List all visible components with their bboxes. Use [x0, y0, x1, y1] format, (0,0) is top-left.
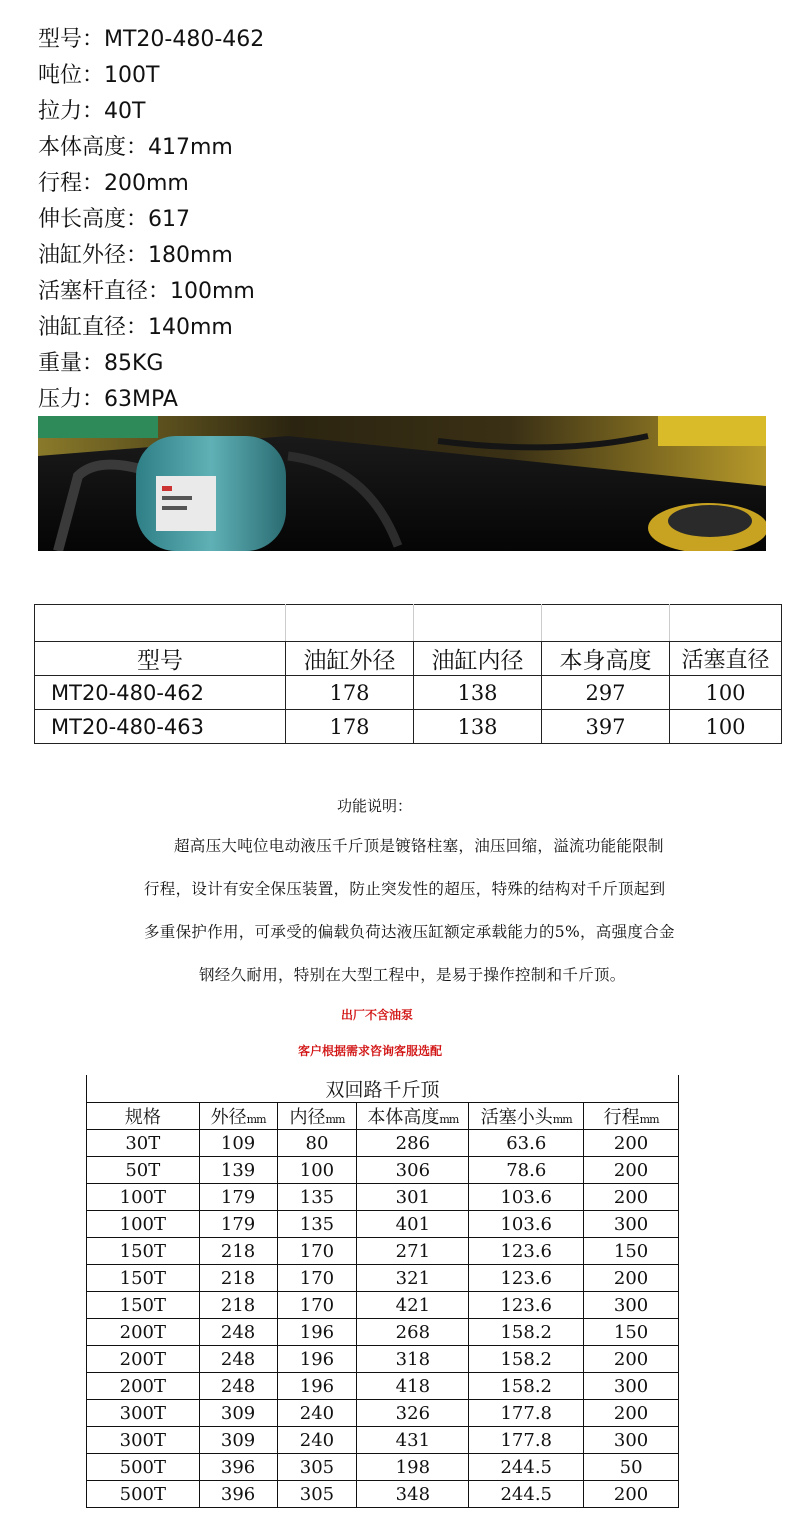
cell-outer: 218	[199, 1265, 277, 1292]
description-line: 钢经久耐用，特别在大型工程中，是易于操作控制和千斤顶。	[199, 966, 626, 984]
cell-spec: 150T	[87, 1265, 200, 1292]
cell-piston: 100	[670, 676, 782, 710]
cell-piston-head: 158.2	[469, 1373, 584, 1400]
cell-piston-head: 123.6	[469, 1238, 584, 1265]
cell-spec: 50T	[87, 1157, 200, 1184]
table-row	[35, 710, 782, 744]
table-title-row	[87, 1075, 679, 1103]
table-row	[87, 1400, 679, 1427]
cell-piston-head: 158.2	[469, 1319, 584, 1346]
cell-piston-head: 123.6	[469, 1292, 584, 1319]
cell-inner: 135	[277, 1184, 357, 1211]
cell-outer: 179	[199, 1184, 277, 1211]
description-line: 超高压大吨位电动液压千斤顶是镀铬柱塞，油压回缩，溢流功能能限制	[174, 837, 664, 855]
table-row	[87, 1130, 679, 1157]
notice-no-pump: 出厂不含油泵	[341, 1008, 414, 1022]
cell-inner: 138	[414, 676, 542, 710]
cell-body-height: 306	[357, 1157, 469, 1184]
cell-stroke: 200	[584, 1130, 679, 1157]
cell-spec: 150T	[87, 1238, 200, 1265]
cell-spec: 500T	[87, 1454, 200, 1481]
cell-inner: 170	[277, 1292, 357, 1319]
cell-outer: 309	[199, 1400, 277, 1427]
header-inner-diameter: 油缸内径	[414, 642, 542, 676]
cell-body-height: 421	[357, 1292, 469, 1319]
cell-piston-head: 63.6	[469, 1130, 584, 1157]
cell-stroke: 300	[584, 1427, 679, 1454]
cell-inner: 196	[277, 1373, 357, 1400]
cell-spec: 200T	[87, 1373, 200, 1400]
cell-inner: 305	[277, 1454, 357, 1481]
cell-piston-head: 103.6	[469, 1211, 584, 1238]
spec-tonnage: 吨位：100T	[38, 63, 160, 88]
table-title: 双回路千斤顶	[87, 1075, 679, 1103]
table-row	[87, 1184, 679, 1211]
cell-model: MT20-480-462	[35, 676, 286, 710]
table-row	[35, 676, 782, 710]
cell-outer: 309	[199, 1427, 277, 1454]
cell-stroke: 200	[584, 1184, 679, 1211]
cell-body-height: 326	[357, 1400, 469, 1427]
spec-cylinder-diameter: 油缸直径：140mm	[38, 315, 233, 340]
cell-spec: 200T	[87, 1346, 200, 1373]
spec-cylinder-outer: 油缸外径：180mm	[38, 243, 233, 268]
table-row	[87, 1319, 679, 1346]
cell-body-height: 271	[357, 1238, 469, 1265]
spec-pull: 拉力：40T	[38, 99, 146, 124]
cell-piston-head: 123.6	[469, 1265, 584, 1292]
description-line: 行程，设计有安全保压装置，防止突发性的超压，特殊的结构对千斤顶起到	[144, 880, 666, 898]
cell-spec: 100T	[87, 1211, 200, 1238]
cell-outer: 396	[199, 1454, 277, 1481]
cell-outer: 178	[286, 676, 414, 710]
header-inner: 内径mm	[277, 1103, 357, 1130]
table-row	[87, 1292, 679, 1319]
cell-inner: 135	[277, 1211, 357, 1238]
cell-piston-head: 244.5	[469, 1481, 584, 1508]
spec-body-height: 本体高度：417mm	[38, 135, 233, 160]
spec-rod-diameter: 活塞杆直径：100mm	[38, 279, 255, 304]
cell-spec: 200T	[87, 1319, 200, 1346]
table-row	[87, 1157, 679, 1184]
cell-outer: 179	[199, 1211, 277, 1238]
table-row	[87, 1265, 679, 1292]
cell-spec: 500T	[87, 1481, 200, 1508]
cell-piston-head: 78.6	[469, 1157, 584, 1184]
cell-body-height: 198	[357, 1454, 469, 1481]
table-row	[87, 1373, 679, 1400]
cell-spec: 300T	[87, 1427, 200, 1454]
cell-body-height: 431	[357, 1427, 469, 1454]
cell-inner: 100	[277, 1157, 357, 1184]
cell-body-height: 318	[357, 1346, 469, 1373]
cell-stroke: 300	[584, 1211, 679, 1238]
cell-stroke: 200	[584, 1481, 679, 1508]
cell-stroke: 300	[584, 1292, 679, 1319]
cell-stroke: 200	[584, 1265, 679, 1292]
cell-height: 397	[542, 710, 670, 744]
cell-stroke: 200	[584, 1157, 679, 1184]
table-row	[87, 1454, 679, 1481]
cell-stroke: 50	[584, 1454, 679, 1481]
cell-body-height: 286	[357, 1130, 469, 1157]
cell-inner: 138	[414, 710, 542, 744]
cell-outer: 178	[286, 710, 414, 744]
cell-body-height: 348	[357, 1481, 469, 1508]
cell-stroke: 300	[584, 1373, 679, 1400]
cell-inner: 80	[277, 1130, 357, 1157]
header-stroke: 行程mm	[584, 1103, 679, 1130]
header-spec: 规格	[87, 1103, 200, 1130]
cell-outer: 248	[199, 1373, 277, 1400]
cell-height: 297	[542, 676, 670, 710]
cell-stroke: 200	[584, 1400, 679, 1427]
cell-piston-head: 103.6	[469, 1184, 584, 1211]
table-row	[87, 1211, 679, 1238]
cell-body-height: 321	[357, 1265, 469, 1292]
cell-stroke: 200	[584, 1346, 679, 1373]
cell-outer: 396	[199, 1481, 277, 1508]
cell-piston-head: 244.5	[469, 1454, 584, 1481]
header-piston-diameter: 活塞直径	[670, 642, 782, 676]
cell-piston: 100	[670, 710, 782, 744]
table-header-row	[87, 1103, 679, 1130]
spec-model: 型号：MT20-480-462	[38, 27, 265, 52]
spec-extended-height: 伸长高度：617	[38, 207, 190, 232]
cell-body-height: 418	[357, 1373, 469, 1400]
description-title: 功能说明：	[337, 797, 413, 815]
cell-inner: 240	[277, 1427, 357, 1454]
cell-inner: 305	[277, 1481, 357, 1508]
header-outer-diameter: 油缸外径	[286, 642, 414, 676]
product-photo	[38, 416, 766, 551]
cell-outer: 218	[199, 1292, 277, 1319]
cell-outer: 139	[199, 1157, 277, 1184]
table-row	[87, 1238, 679, 1265]
cell-stroke: 150	[584, 1238, 679, 1265]
header-model: 型号	[35, 642, 286, 676]
dual-circuit-jack-table	[86, 1075, 679, 1508]
spec-list	[38, 22, 264, 418]
cell-inner: 196	[277, 1346, 357, 1373]
table-header-row	[35, 642, 782, 676]
table-row	[87, 1346, 679, 1373]
cell-piston-head: 158.2	[469, 1346, 584, 1373]
header-body-height: 本体高度mm	[357, 1103, 469, 1130]
cell-spec: 150T	[87, 1292, 200, 1319]
cell-outer: 109	[199, 1130, 277, 1157]
cell-outer: 248	[199, 1319, 277, 1346]
cell-body-height: 301	[357, 1184, 469, 1211]
cell-spec: 300T	[87, 1400, 200, 1427]
cell-inner: 196	[277, 1319, 357, 1346]
cell-body-height: 401	[357, 1211, 469, 1238]
cell-inner: 240	[277, 1400, 357, 1427]
description-line: 多重保护作用，可承受的偏载负荷达液压缸额定承载能力的5%，高强度合金	[144, 923, 675, 941]
spec-stroke: 行程：200mm	[38, 171, 189, 196]
cell-outer: 248	[199, 1346, 277, 1373]
table-row	[35, 605, 782, 642]
cell-inner: 170	[277, 1265, 357, 1292]
header-piston-head: 活塞小头mm	[469, 1103, 584, 1130]
spec-weight: 重量：85KG	[38, 351, 164, 376]
cell-piston-head: 177.8	[469, 1400, 584, 1427]
cell-inner: 170	[277, 1238, 357, 1265]
table-row	[87, 1481, 679, 1508]
cell-piston-head: 177.8	[469, 1427, 584, 1454]
model-table	[34, 604, 782, 744]
cell-stroke: 150	[584, 1319, 679, 1346]
cell-body-height: 268	[357, 1319, 469, 1346]
header-outer: 外径mm	[199, 1103, 277, 1130]
notice-consult-service: 客户根据需求咨询客服选配	[298, 1044, 443, 1058]
spec-pressure: 压力：63MPA	[38, 387, 178, 412]
header-body-height: 本身高度	[542, 642, 670, 676]
cell-spec: 30T	[87, 1130, 200, 1157]
table-row	[87, 1427, 679, 1454]
cell-spec: 100T	[87, 1184, 200, 1211]
cell-model: MT20-480-463	[35, 710, 286, 744]
cell-outer: 218	[199, 1238, 277, 1265]
